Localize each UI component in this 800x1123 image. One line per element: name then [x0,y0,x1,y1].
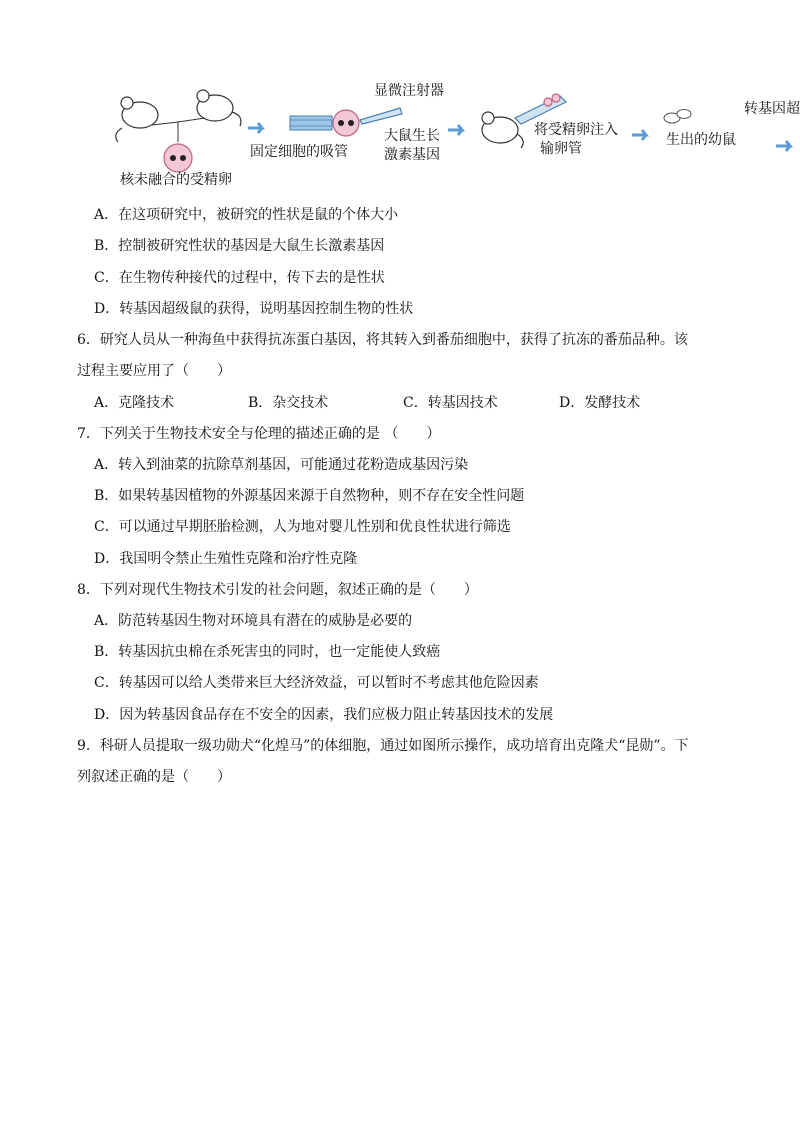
label-transgenic: 转基因超 [744,101,800,117]
zygote-cell-icon [333,110,359,136]
q8-option-c: C．转基因可以给人类带来巨大经济效益，可以暂时不考虑其他危险因素 [94,675,539,691]
q7-option-c: C．可以通过早期胚胎检测，人为地对婴儿性别和优良性状进行筛选 [94,519,511,535]
q6-option-a: A．克隆技术 [94,395,175,411]
arrow-icon [248,123,262,133]
q7-stem: 7．下列关于生物技术安全与伦理的描述正确的是 （ ） [77,426,441,442]
label-inject-2: 输卵管 [540,141,582,157]
microinjector-icon [360,108,402,124]
q8-option-d: D．因为转基因食品存在不安全的因素，我们应极力阻止转基因技术的发展 [94,707,554,723]
label-offspring: 生出的幼鼠 [666,132,736,148]
mouse-icon [197,90,241,126]
q5-option-c: C．在生物传种接代的过程中，传下去的是性状 [94,270,385,286]
zygote-cell-icon [164,144,192,172]
q5-option-a: A．在这项研究中，被研究的性状是鼠的个体大小 [94,207,399,223]
syringe-icon [515,94,566,124]
q7-option-b: B．如果转基因植物的外源基因来源于自然物种，则不存在安全性问题 [94,488,525,504]
q5-option-d: D．转基因超级鼠的获得，说明基因控制生物的性状 [94,301,414,317]
q9-stem-line1: 9．科研人员提取一级功勋犬“化煌马”的体细胞，通过如图所示操作，成功培育出克隆犬“昆勋”。下 [77,738,689,754]
q8-stem: 8．下列对现代生物技术引发的社会问题，叙述正确的是（ ） [77,582,478,598]
label-rat-gene-1: 大鼠生长 [384,128,440,144]
label-microinjector: 显微注射器 [374,83,444,99]
mating-lines [152,118,205,142]
q7-option-d: D．我国明令禁止生殖性克隆和治疗性克隆 [94,551,358,567]
q6-option-d: D．发酵技术 [559,395,641,411]
label-rat-gene-2: 激素基因 [384,147,440,163]
q7-option-a: A．转入到油菜的抗除草剂基因，可能通过花粉造成基因污染 [94,457,469,473]
label-pipette: 固定细胞的吸管 [250,144,348,160]
mouse-icon [116,97,158,142]
q5-option-b: B．控制被研究性状的基因是大鼠生长激素基因 [94,238,385,254]
label-zygote: 核未融合的受精卵 [120,172,232,188]
q6-option-c: C．转基因技术 [403,395,498,411]
q8-option-b: B．转基因抗虫棉在杀死害虫的同时，也一定能使人致癌 [94,644,441,660]
q6-stem-line1: 6．研究人员从一种海鱼中获得抗冻蛋白基因，将其转入到番茄细胞中，获得了抗冻的番茄品种。该 [77,332,688,348]
figure-drawing [0,0,794,200]
label-inject-1: 将受精卵注入 [534,122,618,138]
arrow-icon [448,125,462,135]
arrow-icon [632,130,646,140]
q9-stem-line2: 列叙述正确的是（ ） [77,769,231,785]
transgenic-mouse-figure [0,0,800,200]
q6-option-b: B．杂交技术 [248,395,329,411]
q8-option-a: A．防范转基因生物对环境具有潜在的威胁是必要的 [94,613,413,629]
arrow-icon [776,141,790,151]
pipette-icon [290,116,332,130]
baby-mice-icon [664,110,691,124]
q6-stem-line2: 过程主要应用了（ ） [77,363,231,379]
